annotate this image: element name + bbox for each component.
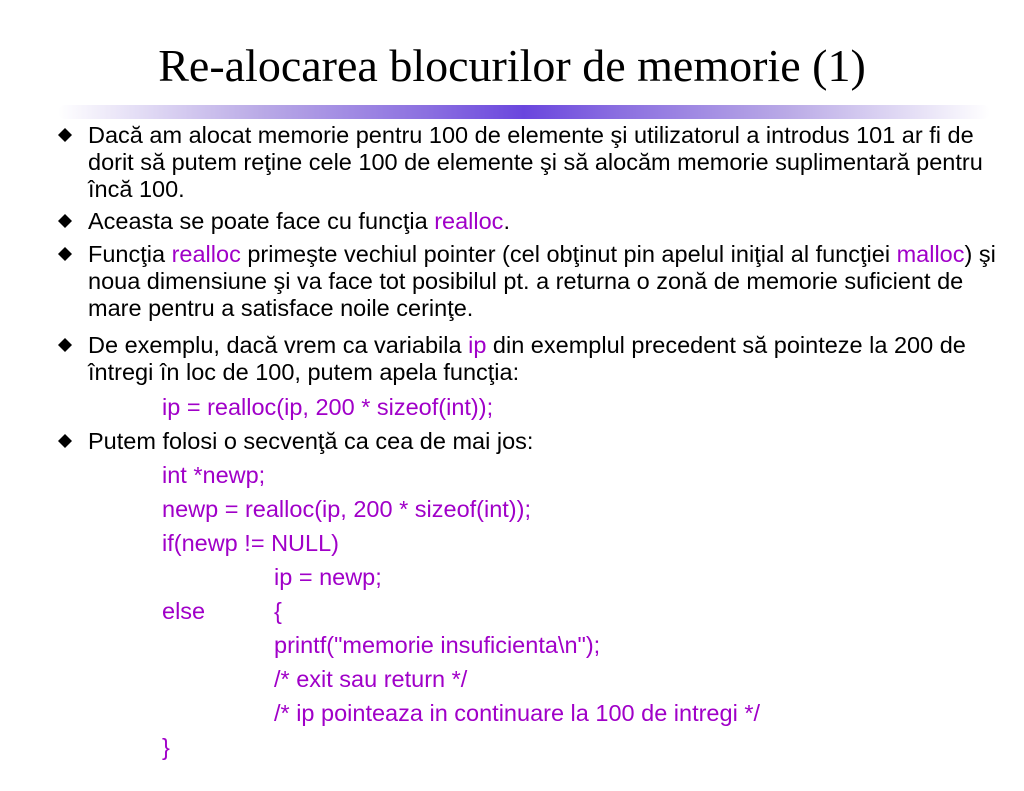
code-line-8: /* ip pointeaza in continuare la 100 de intregi */ — [274, 700, 760, 726]
code-line-5-brace: { — [274, 598, 282, 624]
bullet-text: Putem folosi o secvenţă ca cea de mai jos: — [88, 428, 534, 454]
keyword-realloc: realloc — [434, 208, 504, 234]
bullet-item-3 — [58, 241, 998, 322]
bullet-item-4 — [58, 332, 998, 386]
code-line-2: newp = realloc(ip, 200 * sizeof(int)); — [162, 496, 531, 522]
code-line-9: } — [162, 734, 170, 760]
title-underline-bar — [58, 105, 990, 119]
bullet-text: Dacă am alocat memorie pentru 100 de elemente şi utilizatorul a introdus 101 ar fi de dorit să putem reţine cele 100 de elemente şi să alocăm memorie suplimentară pentru încă 100. — [88, 122, 983, 202]
bullet-text: Aceasta se poate face cu funcţia realloc. — [88, 208, 510, 234]
keyword-malloc: malloc — [896, 241, 965, 267]
bullet-text: De exemplu, dacă vrem ca variabila ip din exemplul precedent să pointeze la 200 de întregi în loc de 100, putem apela funcţia: — [88, 332, 966, 385]
bullet-item-5 — [58, 428, 998, 455]
diamond-bullet-icon — [58, 128, 72, 142]
diamond-bullet-icon — [58, 338, 72, 352]
code-line-1: int *newp; — [162, 462, 266, 488]
keyword-realloc: realloc — [171, 241, 241, 267]
code-line-3: if(newp != NULL) — [162, 530, 339, 556]
code-line-5-else: else — [162, 598, 206, 624]
keyword-ip: ip — [468, 332, 487, 358]
slide-title: Re-alocarea blocurilor de memorie (1) — [158, 40, 866, 91]
bullet-item-1 — [58, 122, 998, 203]
bullet-item-2 — [58, 208, 998, 235]
code-example-line: ip = realloc(ip, 200 * sizeof(int)); — [162, 394, 494, 420]
diamond-bullet-icon — [58, 247, 72, 261]
bullet-text: Funcţia realloc primeşte vechiul pointer (cel obţinut pin apelul iniţial al funcţiei malloc) şi noua dimensiune şi va face tot posibilul pt. a returna o zonă de memorie suficient de mare pentru a satisface noile cerinţe. — [88, 241, 996, 321]
code-line-4: ip = newp; — [274, 564, 382, 590]
code-line-6: printf("memorie insuficienta\n"); — [274, 632, 601, 658]
code-line-7: /* exit sau return */ — [274, 666, 468, 692]
diamond-bullet-icon — [58, 214, 72, 228]
diamond-bullet-icon — [58, 434, 72, 448]
